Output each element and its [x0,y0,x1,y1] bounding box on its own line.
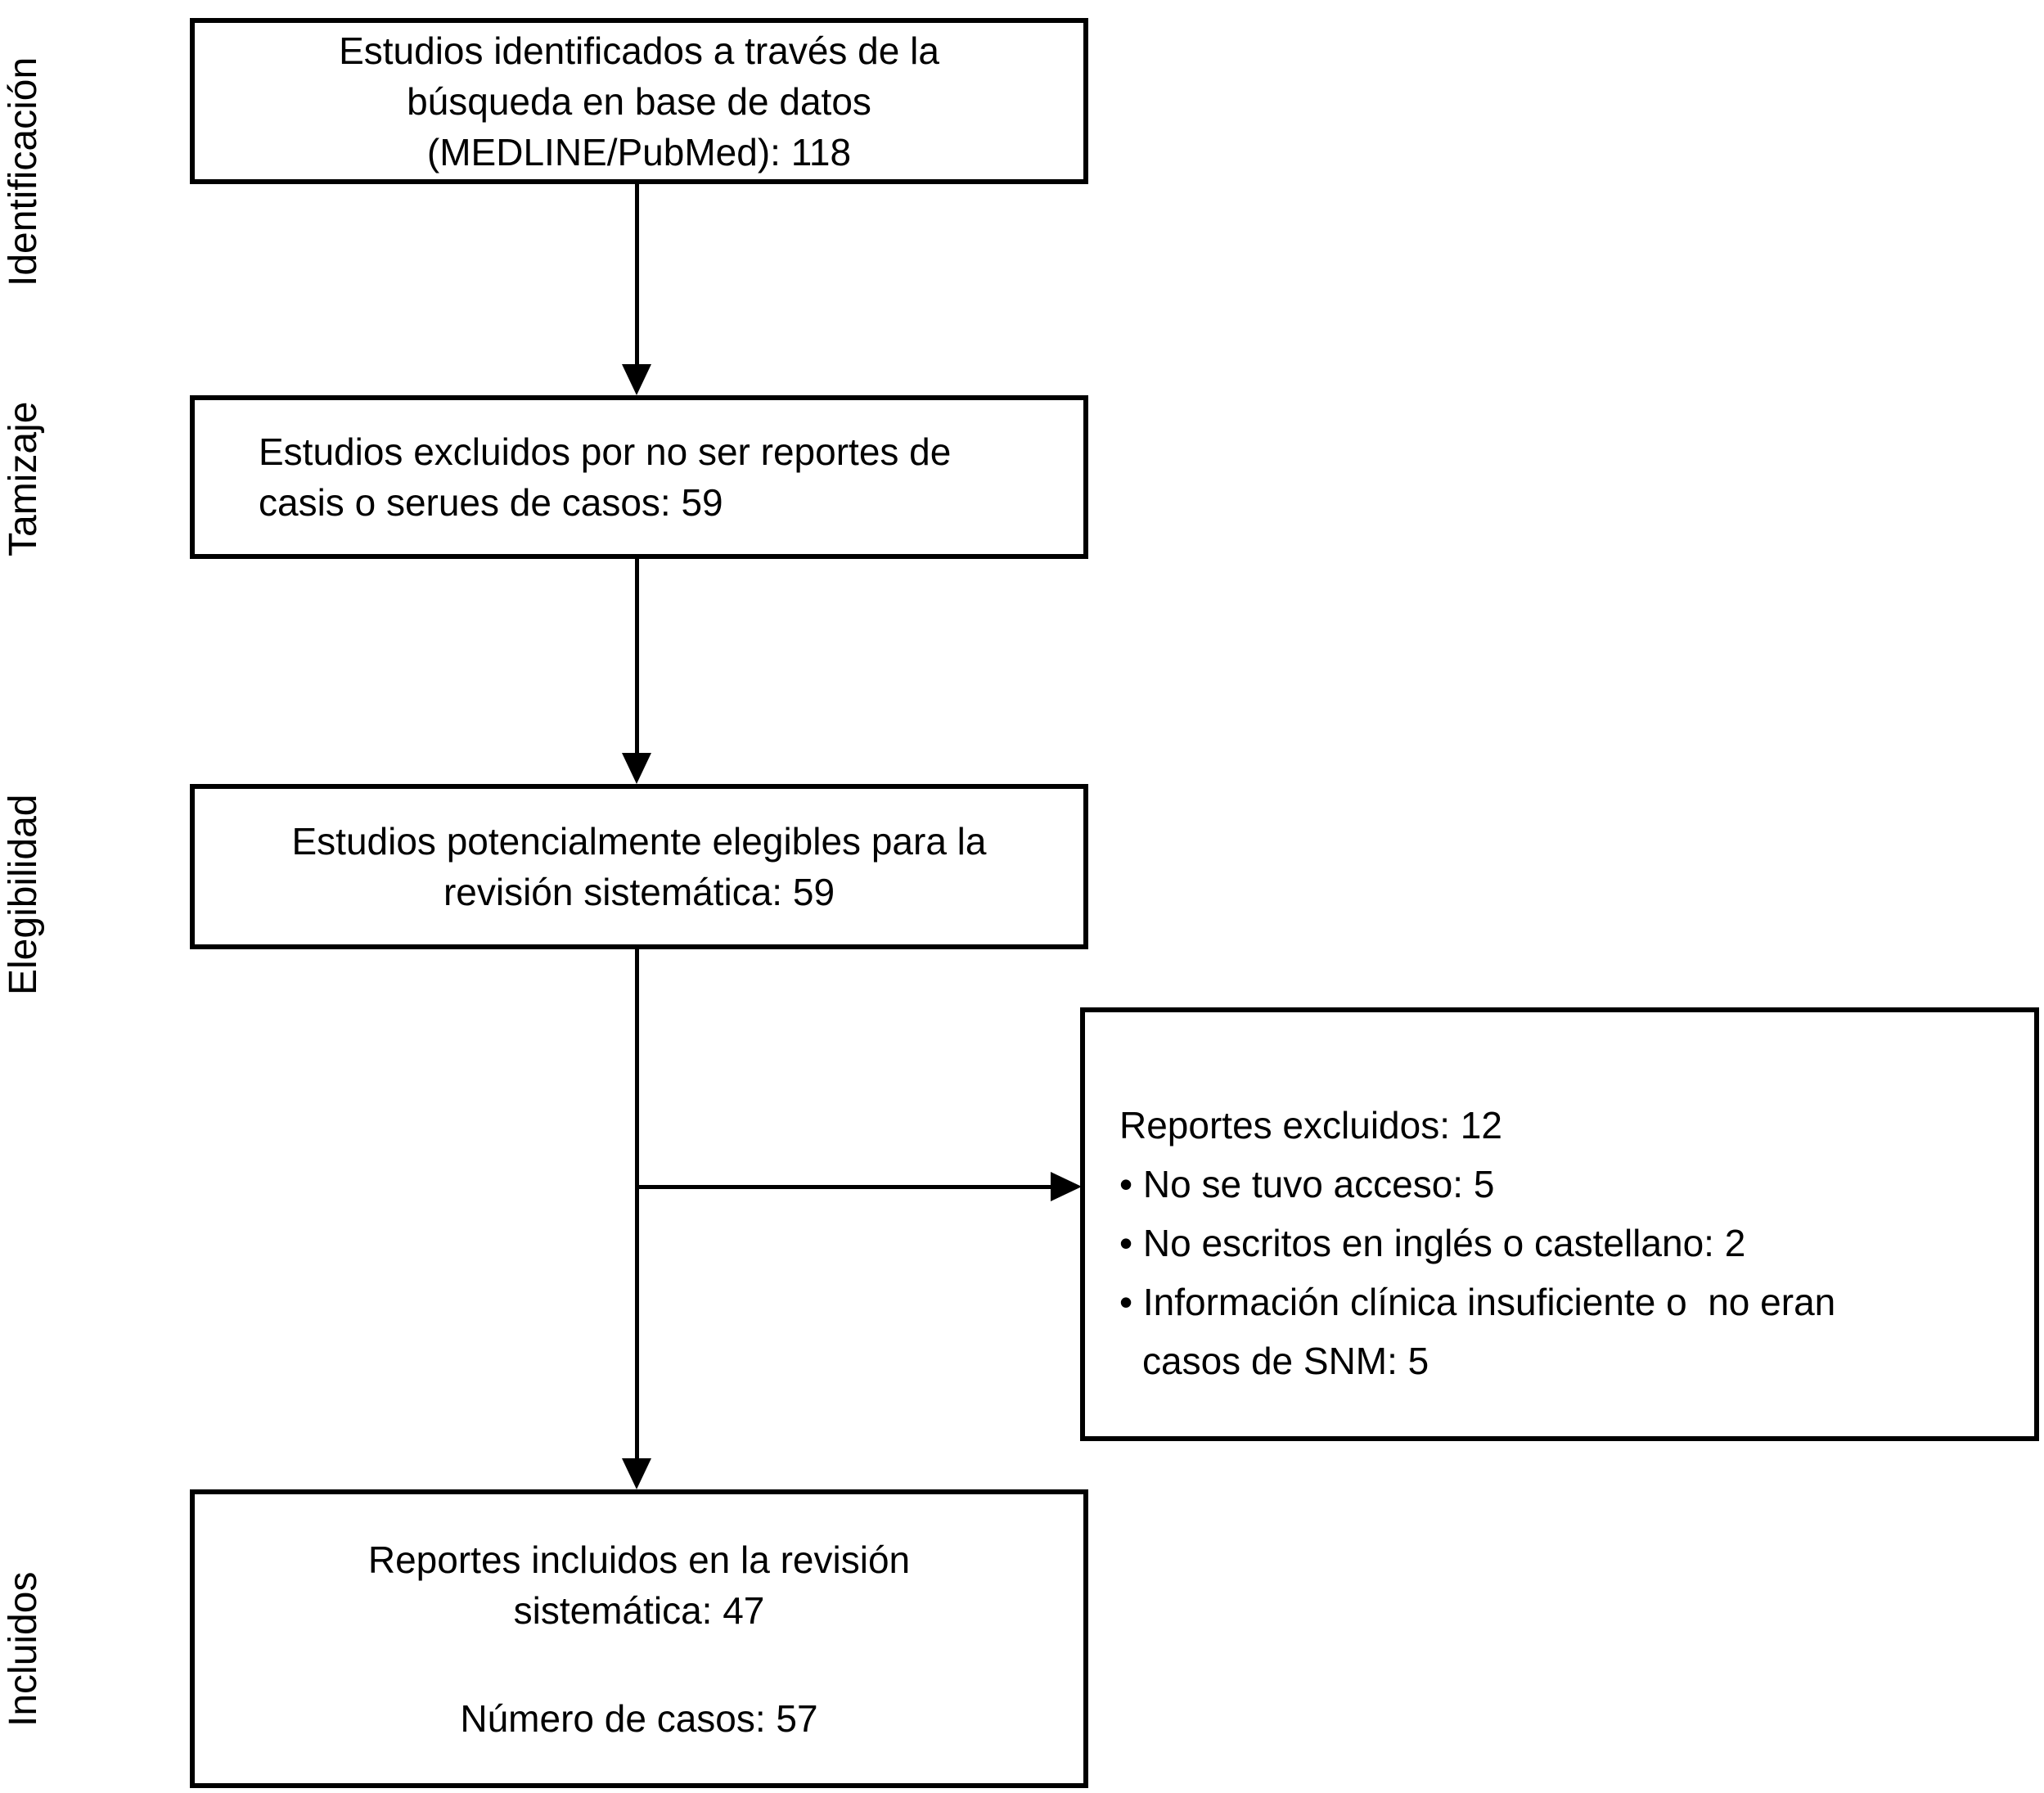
box-reports-excluded-bullet-language: • No escritos en inglés o castellano: 2 [1119,1221,1746,1264]
box-reports-excluded-bullet-no-access: • No se tuvo acceso: 5 [1119,1162,1495,1205]
box-studies-identified-line-1: Estudios identificados a través de la [339,29,939,72]
connector-line-identified-to-excluded [635,184,639,366]
connector-line-eligible-to-included [635,949,639,1462]
box-studies-identified-line-2: búsqueda en base de datos [407,79,871,123]
box-reports-included [190,1489,1088,1788]
stage-label-included: Incluidos [2,1571,45,1727]
box-studies-identified [190,18,1088,184]
arrow-down-icon [622,364,651,395]
connector-line-excluded-to-eligible [635,559,639,755]
stage-label-screening: Tamizaje [2,401,45,557]
box-studies-excluded-screening [190,395,1088,559]
box-studies-excluded-line-1: Estudios excluidos por no ser reportes de [259,430,952,473]
box-studies-eligible-line-1: Estudios potencialmente elegibles para la [291,820,987,863]
box-reports-included-line-1: Reportes incluidos en la revisión [367,1538,911,1581]
box-studies-eligible-line-2: revisión sistemática: 59 [443,871,835,913]
box-reports-included-line-2: sistemática: 47 [513,1588,765,1632]
box-studies-eligible [190,784,1088,949]
box-reports-excluded-bullet-insufficient-cont: casos de SNM: 5 [1142,1339,1429,1382]
box-studies-identified-line-3: (MEDLINE/PubMed): 118 [426,130,852,173]
box-reports-excluded [1080,1007,2039,1441]
box-studies-excluded-line-2: casis o serues de casos: 59 [259,481,723,524]
box-reports-excluded-title: Reportes excluidos: 12 [1119,1103,1502,1147]
arrow-right-icon [1051,1172,1082,1201]
box-reports-excluded-bullet-insufficient: • Información clínica insuficiente o no eran [1119,1280,1836,1323]
stage-label-identification: Identificación [2,56,45,287]
arrow-down-icon [622,1458,651,1489]
stage-label-eligibility: Elegibilidad [2,794,45,995]
box-reports-included-cases-line: Número de casos: 57 [460,1696,818,1740]
connector-line-branch-to-excluded-reports [637,1185,1052,1189]
arrow-down-icon [622,753,651,784]
